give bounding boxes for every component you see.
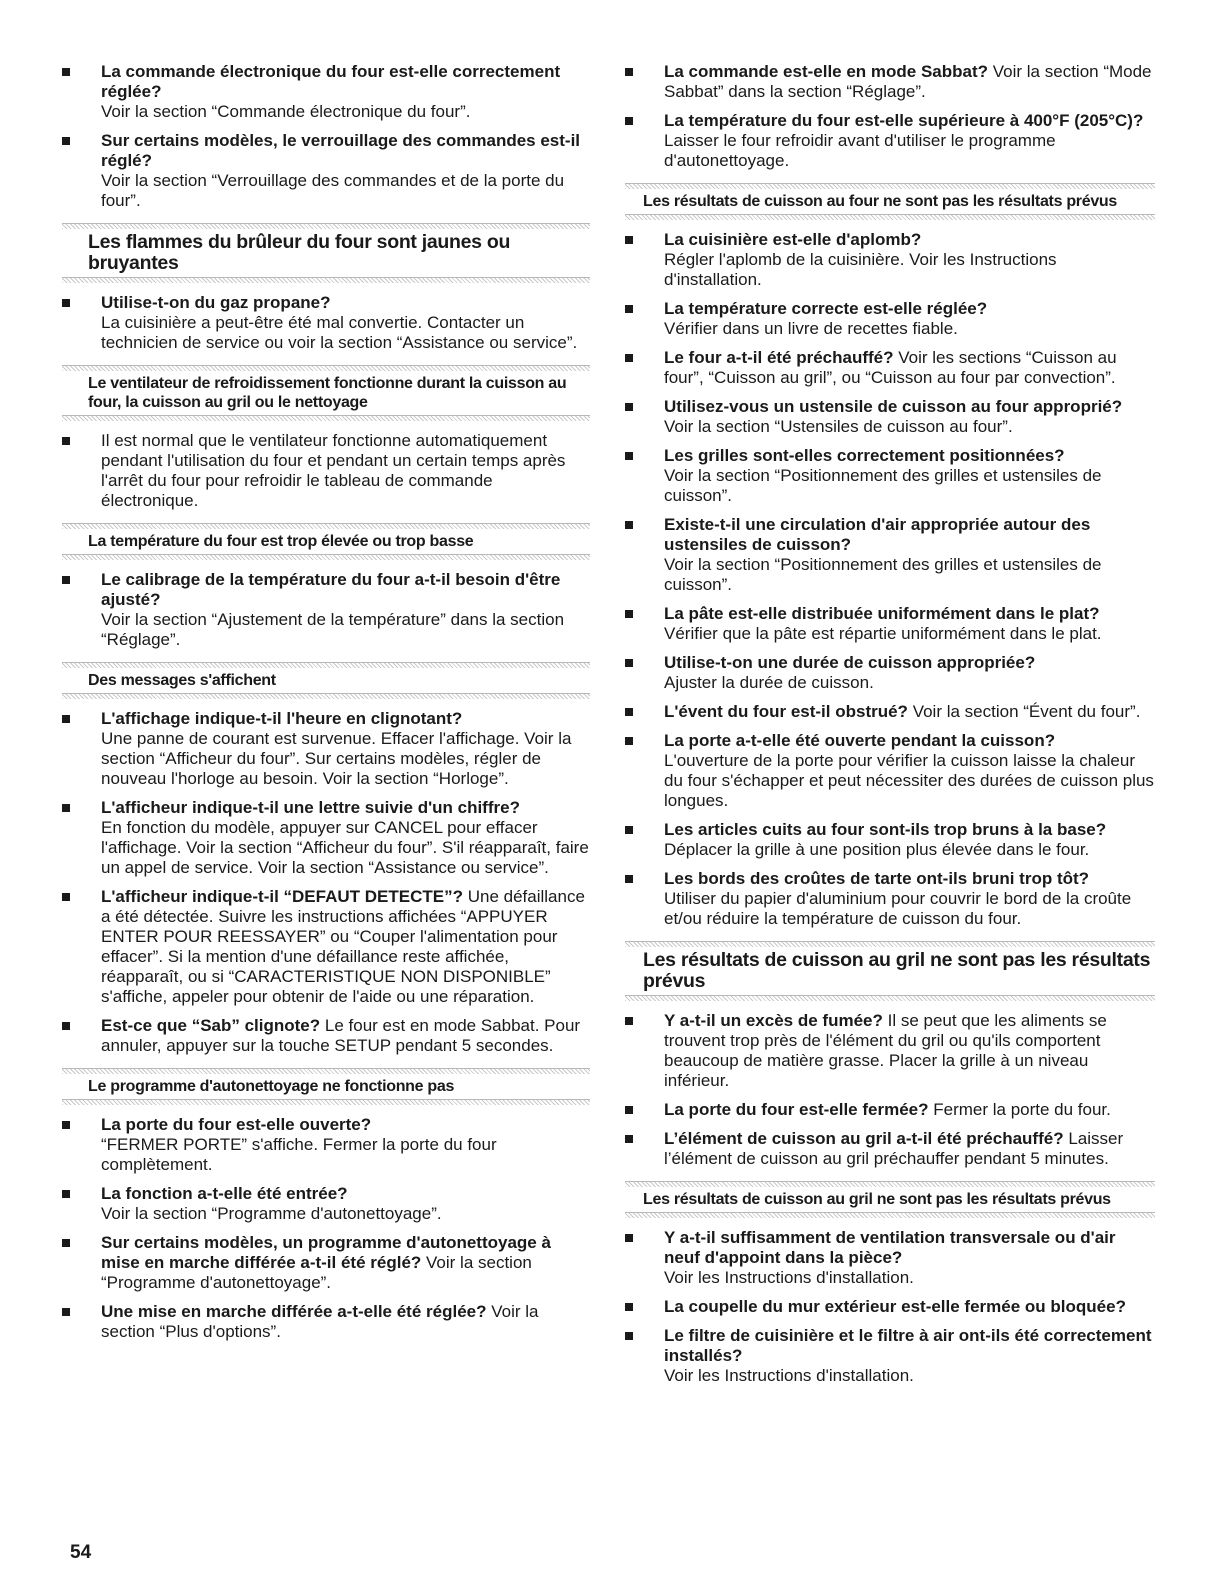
bullet-icon bbox=[625, 117, 633, 125]
question: La température correcte est-elle réglée? bbox=[664, 299, 988, 318]
answer: Une panne de courant est survenue. Effacer l'affichage. Voir la section “Afficheur du four”. Sur certains modèles, régler de nouveau l'horloge au besoin. Voir la section “Horloge”. bbox=[101, 729, 572, 788]
question: La coupelle du mur extérieur est-elle fermée ou bloquée? bbox=[664, 1297, 1126, 1316]
bullet-icon bbox=[625, 826, 633, 834]
bullet-icon bbox=[62, 1121, 70, 1129]
answer: Vérifier que la pâte est répartie uniformément dans le plat. bbox=[664, 624, 1102, 643]
question: L'affichage indique-t-il l'heure en clignotant? bbox=[101, 709, 463, 728]
list-item bbox=[625, 1011, 1155, 1091]
question: La pâte est-elle distribuée uniformément dans le plat? bbox=[664, 604, 1100, 623]
list-item bbox=[625, 604, 1155, 644]
bullet-icon bbox=[625, 1332, 633, 1340]
hatch-divider bbox=[62, 415, 590, 421]
question: La cuisinière est-elle d'aplomb? bbox=[664, 230, 922, 249]
answer: Voir la section “Ustensiles de cuisson au four”. bbox=[664, 417, 1013, 436]
question: Les articles cuits au four sont-ils trop bruns à la base? bbox=[664, 820, 1107, 839]
list-item bbox=[62, 131, 590, 211]
list-item bbox=[625, 446, 1155, 506]
section-header bbox=[62, 223, 590, 283]
hatch-divider bbox=[62, 277, 590, 283]
list-item bbox=[62, 293, 590, 353]
answer: L'ouverture de la porte pour vérifier la cuisson laisse la chaleur du four s'échapper et peut nécessiter des durées de cuisson plus longues. bbox=[664, 751, 1154, 810]
bullet-icon bbox=[62, 137, 70, 145]
question: L'afficheur indique-t-il “DEFAUT DETECTE”? bbox=[101, 887, 463, 906]
question: Sur certains modèles, le verrouillage des commandes est-il réglé? bbox=[101, 131, 581, 170]
section-title: Les résultats de cuisson au gril ne sont pas les résultats prévus bbox=[643, 949, 1151, 992]
list-item bbox=[62, 62, 590, 122]
bullet-icon bbox=[625, 68, 633, 76]
section-header bbox=[62, 1068, 590, 1105]
answer: Voir la section “Commande électronique du four”. bbox=[101, 102, 471, 121]
question: Y a-t-il suffisamment de ventilation transversale ou d'air neuf d'appoint dans la pièce? bbox=[664, 1228, 1116, 1267]
answer: Déplacer la grille à une position plus élevée dans le four. bbox=[664, 840, 1090, 859]
section-header bbox=[62, 365, 590, 421]
answer: Voir la section “Plus d'options”. bbox=[101, 1302, 539, 1341]
question: L’élément de cuisson au gril a-t-il été préchauffé? bbox=[664, 1129, 1064, 1148]
answer: Une défaillance a été détectée. Suivre les instructions affichées “APPUYER ENTER POUR REESSAYER” ou “Couper l'alimentation pour effacer”. Si la mention d'une défaillance reste affichée, réapparaît, ou si “CARACTERISTIQUE NON DISPONIBLE” s'affiche, appeler pour obtenir de l'aide ou une réparation. bbox=[101, 887, 585, 1006]
bullet-icon bbox=[625, 1106, 633, 1114]
bullet-icon bbox=[625, 403, 633, 411]
hatch-divider bbox=[625, 995, 1155, 1001]
bullet-icon bbox=[625, 1234, 633, 1242]
list-item bbox=[625, 731, 1155, 811]
bullet-icon bbox=[62, 299, 70, 307]
list-item bbox=[62, 709, 590, 789]
question: La porte du four est-elle ouverte? bbox=[101, 1115, 372, 1134]
section-title: Le ventilateur de refroidissement fonctionne durant la cuisson au four, la cuisson au gril ou le nettoyage bbox=[88, 375, 567, 411]
answer: Voir la section “Programme d'autonettoyage”. bbox=[101, 1253, 532, 1292]
section-header bbox=[625, 183, 1155, 220]
list-item bbox=[625, 702, 1155, 722]
hatch-divider bbox=[62, 554, 590, 560]
list-item bbox=[62, 570, 590, 650]
list-item bbox=[625, 515, 1155, 595]
section-title: La température du four est trop élevée ou trop basse bbox=[88, 533, 474, 550]
section-header bbox=[62, 662, 590, 699]
bullet-icon bbox=[625, 1017, 633, 1025]
bullet-icon bbox=[62, 1239, 70, 1247]
list-item bbox=[625, 820, 1155, 860]
section-header bbox=[625, 941, 1155, 1001]
answer: Régler l'aplomb de la cuisinière. Voir les Instructions d'installation. bbox=[664, 250, 1057, 289]
answer: Voir les sections “Cuisson au four”, “Cuisson au gril”, ou “Cuisson au four par convection”. bbox=[664, 348, 1117, 387]
question: Les bords des croûtes de tarte ont-ils bruni trop tôt? bbox=[664, 869, 1090, 888]
answer: Voir la section “Programme d'autonettoyage”. bbox=[101, 1204, 442, 1223]
list-item bbox=[625, 299, 1155, 339]
answer: Voir la section “Mode Sabbat” dans la section “Réglage”. bbox=[664, 62, 1152, 101]
answer: Voir la section “Verrouillage des commandes et de la porte du four”. bbox=[101, 171, 565, 210]
question: Y a-t-il un excès de fumée? bbox=[664, 1011, 883, 1030]
bullet-icon bbox=[62, 1022, 70, 1030]
answer: La cuisinière a peut-être été mal convertie. Contacter un technicien de service ou voir la section “Assistance ou service”. bbox=[101, 313, 578, 352]
list-item bbox=[62, 1016, 590, 1056]
answer: Il se peut que les aliments se trouvent trop près de l'élément du gril ou qu'ils comportent beaucoup de matière grasse. Placer la grille à un niveau inférieur. bbox=[664, 1011, 1107, 1090]
bullet-icon bbox=[625, 708, 633, 716]
bullet-icon bbox=[625, 452, 633, 460]
question: La commande électronique du four est-elle correctement réglée? bbox=[101, 62, 561, 101]
list-item bbox=[625, 397, 1155, 437]
question: Le filtre de cuisinière et le filtre à air ont-ils été correctement installés? bbox=[664, 1326, 1152, 1365]
bullet-icon bbox=[62, 715, 70, 723]
list-item bbox=[62, 431, 590, 511]
list-item bbox=[62, 1302, 590, 1342]
bullet-icon bbox=[62, 1308, 70, 1316]
bullet-icon bbox=[625, 305, 633, 313]
section-title: Les flammes du brûleur du four sont jaunes ou bruyantes bbox=[88, 231, 511, 274]
answer: Voir les Instructions d'installation. bbox=[664, 1268, 914, 1287]
question: L'afficheur indique-t-il une lettre suivie d'un chiffre? bbox=[101, 798, 520, 817]
list-item bbox=[625, 1297, 1155, 1317]
list-item bbox=[625, 1100, 1155, 1120]
answer: Laisser l’élément de cuisson au gril préchauffer pendant 5 minutes. bbox=[664, 1129, 1124, 1168]
question: Utilise-t-on une durée de cuisson appropriée? bbox=[664, 653, 1036, 672]
section-title: Les résultats de cuisson au four ne sont pas les résultats prévus bbox=[643, 193, 1117, 210]
list-item bbox=[625, 62, 1155, 102]
question: Utilise-t-on du gaz propane? bbox=[101, 293, 331, 312]
section-header bbox=[625, 1181, 1155, 1218]
answer: En fonction du modèle, appuyer sur CANCEL pour effacer l'affichage. Voir la section “Afficheur du four”. S'il réapparaît, faire un appel de service. Voir la section “Assistance ou service”. bbox=[101, 818, 589, 877]
list-item bbox=[62, 1115, 590, 1175]
answer: Voir la section “Ajustement de la température” dans la section “Réglage”. bbox=[101, 610, 565, 649]
hatch-divider bbox=[625, 1212, 1155, 1218]
answer: Voir les Instructions d'installation. bbox=[664, 1366, 914, 1385]
answer: Vérifier dans un livre de recettes fiable. bbox=[664, 319, 958, 338]
question: Utilisez-vous un ustensile de cuisson au four approprié? bbox=[664, 397, 1123, 416]
list-item bbox=[625, 1228, 1155, 1288]
list-item bbox=[625, 869, 1155, 929]
list-item bbox=[625, 1326, 1155, 1386]
bullet-icon bbox=[625, 610, 633, 618]
right-column bbox=[625, 62, 1155, 1395]
section-title: Des messages s'affichent bbox=[88, 672, 276, 689]
bullet-icon bbox=[62, 893, 70, 901]
question: Existe-t-il une circulation d'air appropriée autour des ustensiles de cuisson? bbox=[664, 515, 1091, 554]
list-item bbox=[62, 798, 590, 878]
question: Le calibrage de la température du four a-t-il besoin d'être ajusté? bbox=[101, 570, 561, 609]
bullet-icon bbox=[62, 437, 70, 445]
answer: Utiliser du papier d'aluminium pour couvrir le bord de la croûte et/ou réduire la température de cuisson du four. bbox=[664, 889, 1132, 928]
answer: Voir la section “Évent du four”. bbox=[912, 702, 1141, 721]
question: La porte du four est-elle fermée? bbox=[664, 1100, 929, 1119]
list-item bbox=[62, 1233, 590, 1293]
bullet-icon bbox=[625, 236, 633, 244]
list-item bbox=[625, 111, 1155, 171]
section-title: Les résultats de cuisson au gril ne sont pas les résultats prévus bbox=[643, 1191, 1111, 1208]
section-header bbox=[62, 523, 590, 560]
bullet-icon bbox=[625, 659, 633, 667]
bullet-icon bbox=[625, 875, 633, 883]
list-item bbox=[625, 1129, 1155, 1169]
answer: Le four est en mode Sabbat. Pour annuler, appuyer sur la touche SETUP pendant 5 secondes. bbox=[101, 1016, 581, 1055]
bullet-icon bbox=[625, 1135, 633, 1143]
list-item bbox=[625, 653, 1155, 693]
bullet-icon bbox=[625, 354, 633, 362]
question: La porte a-t-elle été ouverte pendant la cuisson? bbox=[664, 731, 1056, 750]
question: La fonction a-t-elle été entrée? bbox=[101, 1184, 348, 1203]
bullet-icon bbox=[62, 68, 70, 76]
bullet-icon bbox=[625, 737, 633, 745]
answer: Voir la section “Positionnement des grilles et ustensiles de cuisson”. bbox=[664, 466, 1102, 505]
list-item bbox=[62, 1184, 590, 1224]
answer: Il est normal que le ventilateur fonctionne automatiquement pendant l'utilisation du four et pendant un certain temps après l'arrêt du four pour refroidir le tableau de commande électronique. bbox=[101, 431, 566, 510]
answer: Fermer la porte du four. bbox=[933, 1100, 1111, 1119]
section-title: Le programme d'autonettoyage ne fonctionne pas bbox=[88, 1078, 455, 1095]
bullet-icon bbox=[62, 1190, 70, 1198]
answer: Voir la section “Positionnement des grilles et ustensiles de cuisson”. bbox=[664, 555, 1102, 594]
answer: “FERMER PORTE” s'affiche. Fermer la porte du four complètement. bbox=[101, 1135, 497, 1174]
list-item bbox=[625, 348, 1155, 388]
hatch-divider bbox=[62, 1099, 590, 1105]
bullet-icon bbox=[625, 1303, 633, 1311]
left-column bbox=[62, 62, 590, 1351]
answer: Ajuster la durée de cuisson. bbox=[664, 673, 874, 692]
question: Est-ce que “Sab” clignote? bbox=[101, 1016, 321, 1035]
question: Sur certains modèles, un programme d'autonettoyage à mise en marche différée a-t-il été réglé? bbox=[101, 1233, 551, 1272]
hatch-divider bbox=[625, 214, 1155, 220]
bullet-icon bbox=[62, 804, 70, 812]
question: L'évent du four est-il obstrué? bbox=[664, 702, 908, 721]
page-number: 54 bbox=[70, 1542, 92, 1563]
question: Le four a-t-il été préchauffé? bbox=[664, 348, 894, 367]
list-item bbox=[625, 230, 1155, 290]
bullet-icon bbox=[62, 576, 70, 584]
question: Une mise en marche différée a-t-elle été réglée? bbox=[101, 1302, 487, 1321]
list-item bbox=[62, 887, 590, 1007]
question: La commande est-elle en mode Sabbat? bbox=[664, 62, 989, 81]
question: Les grilles sont-elles correctement positionnées? bbox=[664, 446, 1065, 465]
bullet-icon bbox=[625, 521, 633, 529]
answer: Laisser le four refroidir avant d'utiliser le programme d'autonettoyage. bbox=[664, 131, 1056, 170]
question: La température du four est-elle supérieure à 400°F (205°C)? bbox=[664, 111, 1144, 130]
hatch-divider bbox=[62, 693, 590, 699]
